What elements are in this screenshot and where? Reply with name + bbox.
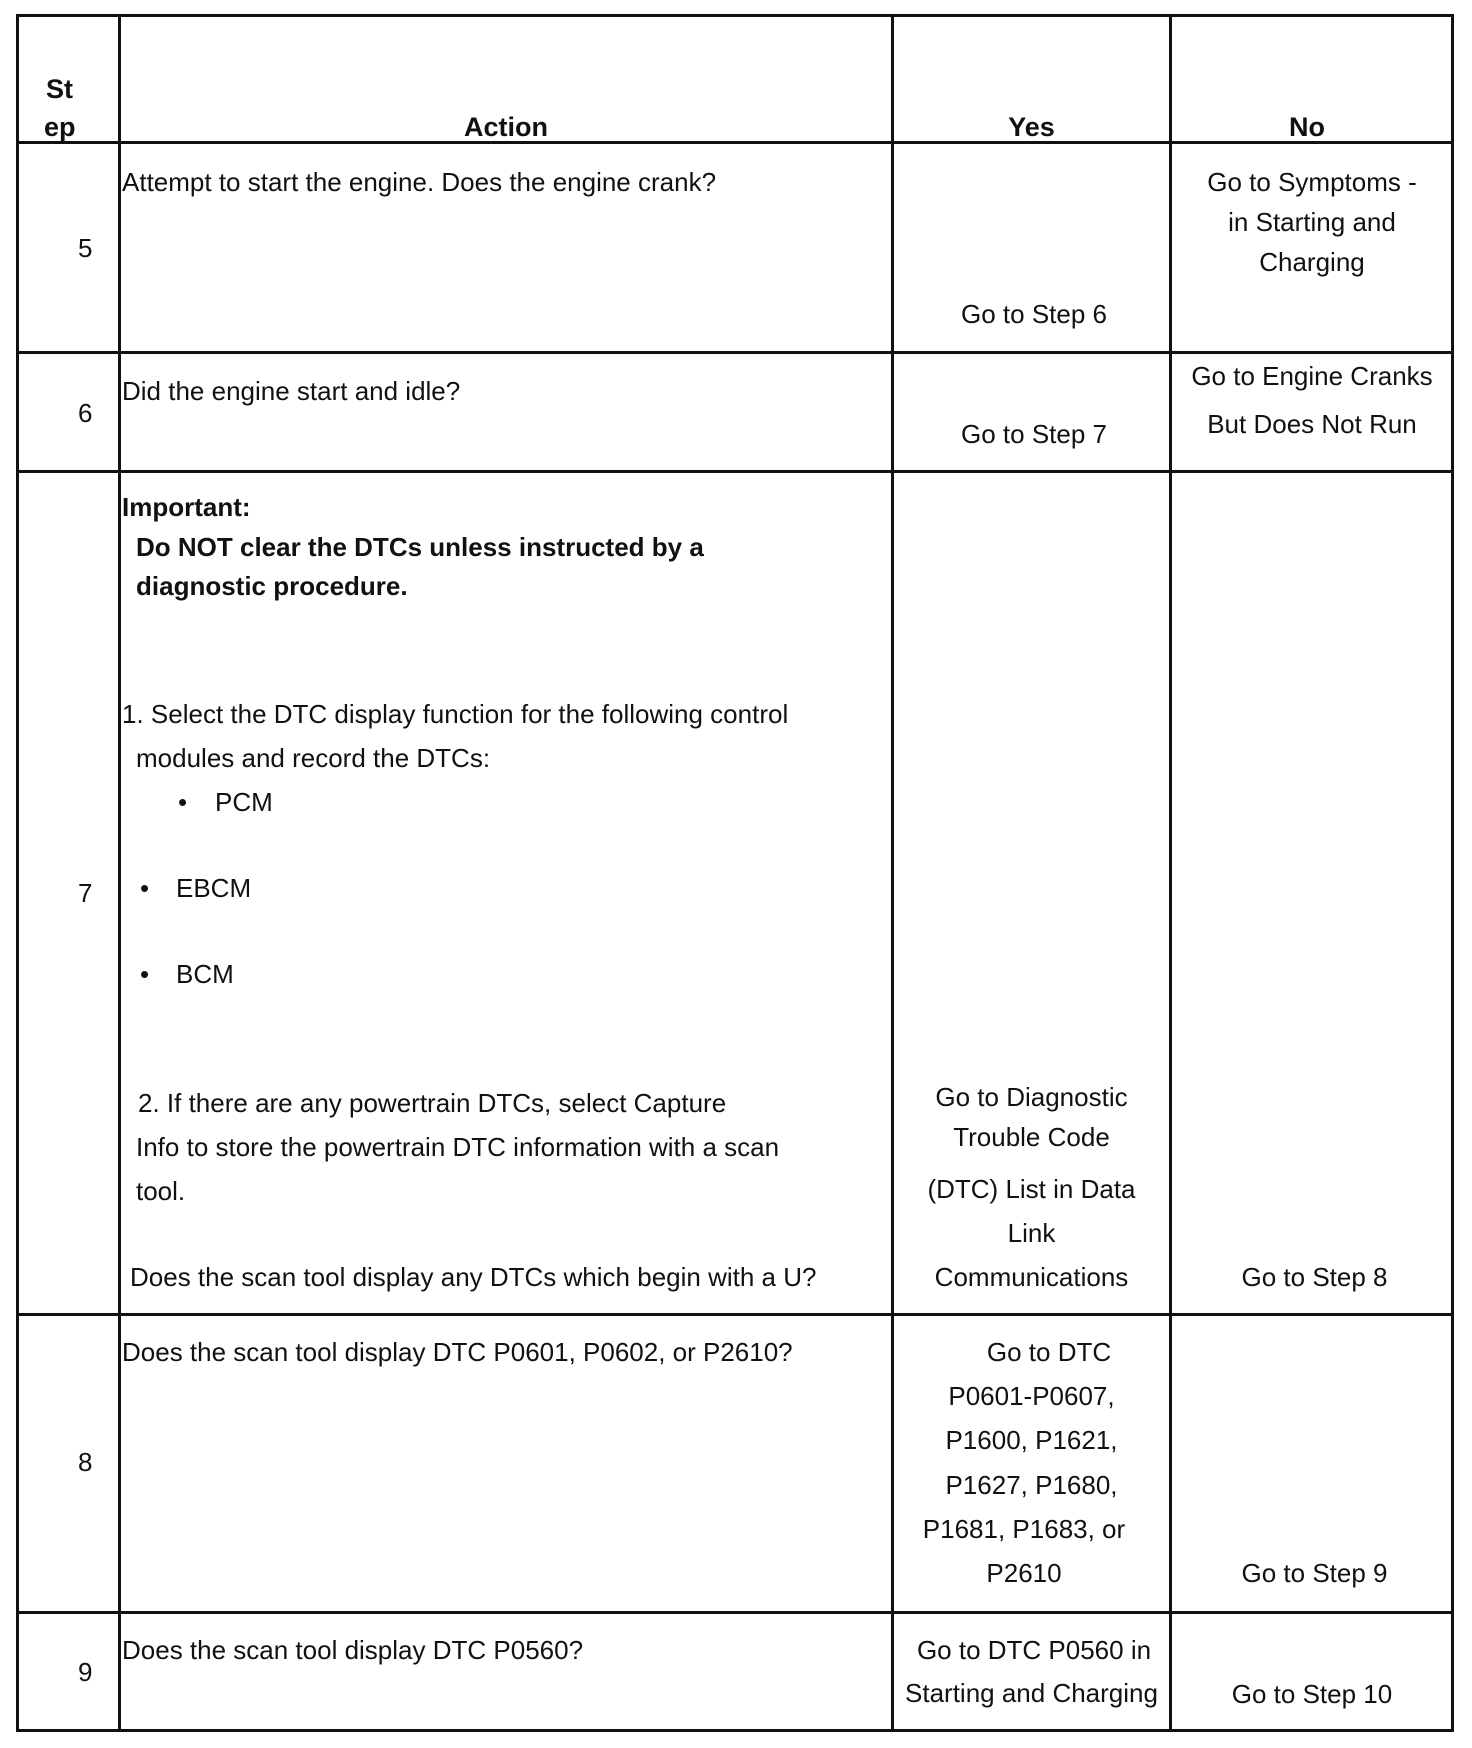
- row-divider: [16, 1611, 1454, 1614]
- yes-text-line: Communications: [934, 1262, 1129, 1292]
- important-text-line: diagnostic procedure.: [136, 571, 408, 601]
- row-divider: [16, 470, 1454, 473]
- yes-text-line: (DTC) List in Data: [927, 1174, 1136, 1204]
- header-yes: Yes: [1008, 112, 1055, 142]
- bullet-dot: •: [178, 787, 188, 817]
- row-divider: [16, 351, 1454, 354]
- action-text: Did the engine start and idle?: [122, 376, 461, 406]
- step2-text-line: tool.: [136, 1176, 186, 1206]
- yes-text-line: Go to Diagnostic: [935, 1082, 1128, 1112]
- step1-text-line: 1. Select the DTC display function for the following control: [122, 699, 789, 729]
- yes-text-line: P1681, P1683, or: [922, 1514, 1126, 1544]
- step-number: 9: [78, 1657, 93, 1687]
- bullet-item: PCM: [215, 787, 273, 817]
- yes-text-line: Go to DTC P0560 in: [916, 1635, 1152, 1665]
- header-step-line1: St: [46, 74, 73, 104]
- yes-text-line: Go to DTC: [986, 1337, 1112, 1367]
- important-label: Important:: [122, 492, 251, 522]
- no-text-line: Charging: [1259, 247, 1365, 277]
- header-action: Action: [464, 112, 548, 142]
- bullet-item: EBCM: [176, 873, 252, 903]
- bullet-item: BCM: [176, 959, 234, 989]
- step-number: 8: [78, 1447, 93, 1477]
- yes-text: Go to Step 7: [961, 419, 1107, 449]
- yes-text-line: P1600, P1621,: [945, 1425, 1118, 1455]
- header-no: No: [1289, 112, 1325, 142]
- yes-text: Go to Step 6: [961, 299, 1107, 329]
- question-text: Does the scan tool display any DTCs which begin with a U?: [130, 1262, 817, 1292]
- column-divider: [118, 14, 121, 1732]
- action-text: Does the scan tool display DTC P0560?: [122, 1635, 584, 1665]
- no-text-line: But Does Not Run: [1207, 409, 1417, 439]
- bullet-dot: •: [140, 959, 150, 989]
- step-number: 6: [78, 398, 93, 428]
- bullet-dot: •: [140, 873, 150, 903]
- row-divider: [16, 1313, 1454, 1316]
- action-text: Does the scan tool display DTC P0601, P0602, or P2610?: [122, 1337, 793, 1367]
- important-text-line: Do NOT clear the DTCs unless instructed by a: [136, 532, 704, 562]
- yes-text-line: Link: [1007, 1218, 1056, 1248]
- yes-text-line: P2610: [986, 1558, 1062, 1588]
- no-text: Go to Step 8: [1241, 1262, 1388, 1292]
- header-step-line2: ep: [44, 112, 76, 142]
- yes-text-line: P1627, P1680,: [945, 1470, 1118, 1500]
- step1-text-line: modules and record the DTCs:: [136, 743, 491, 773]
- no-text-line: Go to Engine Cranks: [1191, 361, 1433, 391]
- no-text-line: in Starting and: [1228, 207, 1396, 237]
- no-text-line: Go to Symptoms -: [1207, 167, 1417, 197]
- step2-text-line: 2. If there are any powertrain DTCs, select Capture: [138, 1088, 727, 1118]
- yes-text-line: P0601-P0607,: [948, 1381, 1115, 1411]
- no-text: Go to Step 10: [1231, 1679, 1393, 1709]
- step-number: 7: [78, 878, 93, 908]
- no-text: Go to Step 9: [1241, 1558, 1388, 1588]
- step-number: 5: [78, 233, 93, 263]
- step2-text-line: Info to store the powertrain DTC information with a scan: [136, 1132, 780, 1162]
- yes-text-line: Starting and Charging: [905, 1678, 1158, 1708]
- yes-text-line: Trouble Code: [953, 1122, 1110, 1152]
- action-text: Attempt to start the engine. Does the engine crank?: [122, 167, 717, 197]
